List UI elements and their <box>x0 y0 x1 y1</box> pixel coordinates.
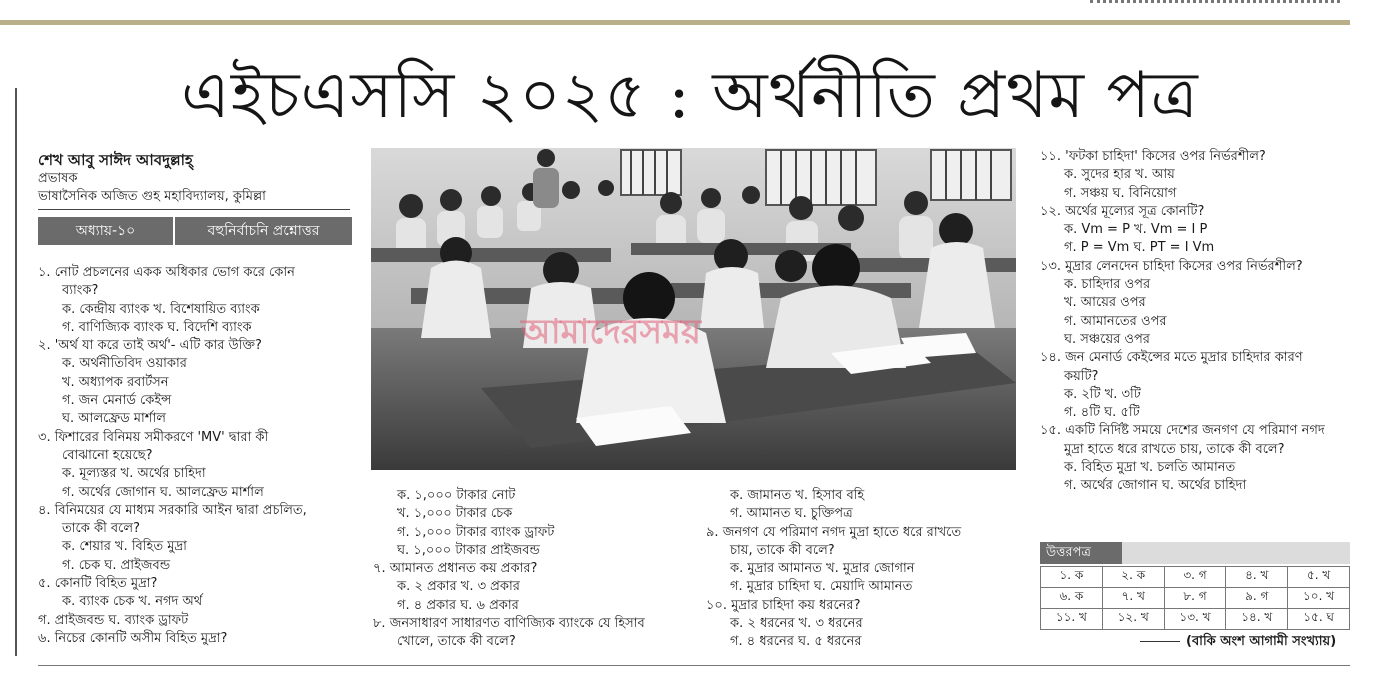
photo-watermark: আমাদেরসময় <box>521 312 701 352</box>
question-line: ৪. বিনিময়ের যে মাধ্যম সরকারি আইন দ্বারা প্রচলিত, <box>38 502 307 518</box>
option-line: গ. জন মেনার্ড কেইন্স <box>62 393 172 409</box>
question-line: ১৫. একটি নির্দিষ্ট সময়ে দেশের জনগণ যে পরিমাণ নগদ <box>1040 423 1325 439</box>
option-line: গ. অর্থের জোগান ঘ. আলফ্রেড মার্শাল <box>62 484 264 500</box>
option-line: গ. ৪ ধরনের ঘ. ৫ ধরনের <box>730 634 862 650</box>
question-line: ১০. মুদ্রার চাহিদা কয় ধরনের? <box>706 597 861 613</box>
option-line: ক. শেয়ার খ. বিহিত মুদ্রা <box>62 539 187 555</box>
question-line: ৮. জনসাধারণ সাধারণত বাণিজ্যিক ব্যাংকে যে হিসাব <box>373 616 645 632</box>
option-line: ঘ. ১,০০০ টাকার প্রাইজবন্ড <box>397 542 540 558</box>
question-line: ৭. আমানত প্রধানত কয় প্রকার? <box>373 561 538 577</box>
chapter-number: অধ্যায়-১০ <box>38 217 175 245</box>
question-line: কয়টি? <box>1064 368 1099 384</box>
option-line: গ. বাণিজ্যিক ব্যাংক ঘ. বিদেশি ব্যাংক <box>62 319 252 335</box>
option-line: গ. চেক ঘ. প্রাইজবন্ড <box>62 557 171 573</box>
answer-cell: ১১. খ <box>1041 609 1103 630</box>
answer-cell: ৩. গ <box>1164 567 1226 588</box>
question-line: ৩. ফিশারের বিনিময় সমীকরণে 'MV' দ্বারা কী <box>38 429 269 445</box>
headline: এইচএসসি ২০২৫ : অর্থনীতি প্রথম পত্র <box>181 59 1199 133</box>
option-line: ক. মূল্যস্তর খ. অর্থের চাহিদা <box>62 466 206 482</box>
answer-cell: ২. ক <box>1102 567 1164 588</box>
header-dotted-line <box>1090 0 1340 7</box>
author-name: শেখ আবু সাঈদ আবদুল্লাহ্ <box>38 151 193 169</box>
question-column-1 <box>38 264 353 648</box>
question-line: ৬. নিচের কোনটি অসীম বিহিত মুদ্রা? <box>38 630 228 646</box>
option-line: ক. অর্থনীতিবিদ ওয়াকার <box>62 356 187 372</box>
answer-key-table <box>1040 566 1350 630</box>
answer-cell: ৮. গ <box>1164 588 1226 609</box>
question-line: ৫. কোনটি বিহিত মুদ্রা? <box>38 576 158 592</box>
answer-cell: ১০. খ <box>1288 588 1350 609</box>
answer-cell: ৬. ক <box>1041 588 1103 609</box>
answer-key-band <box>1122 542 1350 564</box>
question-line: ১১. 'ফটকা চাহিদা' কিসের ওপর নির্ভরশীল? <box>1040 149 1266 164</box>
option-line: ক. ব্যাংক চেক খ. নগদ অর্থ <box>62 594 203 610</box>
answer-cell: ৪. খ <box>1226 567 1288 588</box>
option-line: ঘ. সঞ্চয়ের ওপর <box>1064 331 1150 347</box>
question-line: ১৩. মুদ্রার লেনদেন চাহিদা কিসের ওপর নির্ভরশীল? <box>1040 258 1303 274</box>
option-line: ক. বিহিত মুদ্রা খ. চলতি আমানত <box>1064 460 1236 476</box>
option-line: গ. সঞ্চয় ঘ. বিনিয়োগ <box>1064 185 1177 201</box>
answer-cell: ১. ক <box>1041 567 1103 588</box>
table-row <box>1041 567 1350 588</box>
option-line: গ. মুদ্রার চাহিদা ঘ. মেয়াদি আমানত <box>730 579 913 595</box>
option-line: ক. কেন্দ্রীয় ব্যাংক খ. বিশেষায়িত ব্যাংক <box>62 301 260 317</box>
question-column-3 <box>706 487 1021 652</box>
question-line: ব্যাংক? <box>62 283 99 299</box>
option-line: ঘ. আলফ্রেড মার্শাল <box>62 411 166 427</box>
chapter-title: বহুনির্বাচনি প্রশ্নোত্তর <box>207 223 320 239</box>
continued-text: (বাকি অংশ আগামী সংখ্যায়) <box>1186 634 1337 649</box>
option-line: ক. ২ ধরনের খ. ৩ ধরনের <box>730 616 863 632</box>
header-rule <box>0 20 1350 25</box>
option-line: ক. ২টি খ. ৩টি <box>1064 386 1141 402</box>
continued-note <box>1140 632 1336 653</box>
answer-cell: ১২. খ <box>1102 609 1164 630</box>
option-line: গ. ১,০০০ টাকার ব্যাংক ড্রাফট <box>397 524 555 540</box>
option-line: গ. আমানতের ওপর <box>1064 313 1167 329</box>
question-line: ২. 'অর্থ যা করে তাই অর্থ'- এটি কার উক্তি? <box>38 338 262 354</box>
answer-cell: ১৪. খ <box>1226 609 1288 630</box>
author-institution: ভাষাসৈনিক অজিত গুহ মহাবিদ্যালয়, কুমিল্লা <box>38 189 266 204</box>
option-line: ক. ২ প্রকার খ. ৩ প্রকার <box>397 579 520 595</box>
question-line: তাকে কী বলে? <box>62 521 140 537</box>
answer-cell: ৯. গ <box>1226 588 1288 609</box>
answer-cell: ১৫. ঘ <box>1288 609 1350 630</box>
left-margin-line <box>15 88 17 656</box>
question-column-4 <box>1040 148 1352 496</box>
author-role: প্রভাষক <box>38 171 78 186</box>
question-line: ১. নোট প্রচলনের একক অধিকার ভোগ করে কোন <box>38 265 295 280</box>
option-line: গ. প্রাইজবন্ড ঘ. ব্যাংক ড্রাফট <box>38 612 189 628</box>
question-line: খোলে, তাকে কী বলে? <box>397 634 516 650</box>
question-line: ১৪. জন মেনার্ড কেইন্সের মতে মুদ্রার চাহিদার কারণ <box>1040 350 1303 366</box>
option-line: ক. মুদ্রার আমানত খ. মুদ্রার জোগান <box>730 561 915 577</box>
option-line: গ. অর্থের জোগান ঘ. অর্থের চাহিদা <box>1064 478 1247 494</box>
option-line: গ. আমানত ঘ. চুক্তিপত্র <box>730 506 853 522</box>
option-line: খ. আয়ের ওপর <box>1064 295 1146 311</box>
option-line: খ. অধ্যাপক রবার্টসন <box>62 374 169 390</box>
question-line: ১২. অর্থের মূল্যের সূত্র কোনটি? <box>1040 203 1205 219</box>
question-line: ৯. জনগণ যে পরিমাণ নগদ মুদ্রা হাতে ধরে রাখতে <box>706 524 962 540</box>
option-line: ক. সুদের হার খ. আয় <box>1064 167 1175 183</box>
chapter-banner <box>38 217 352 245</box>
option-line: খ. ১,০০০ টাকার চেক <box>397 506 513 522</box>
option-line: ক. চাহিদার ওপর <box>1064 277 1151 293</box>
exam-hall-photo <box>371 148 1016 470</box>
answer-cell: ১৩. খ <box>1164 609 1226 630</box>
question-line: বোঝানো হয়েছে? <box>62 447 153 463</box>
question-line: চায়, তাকে কী বলে? <box>730 542 835 558</box>
option-line: গ. ৪টি ঘ. ৫টি <box>1064 405 1140 421</box>
table-row <box>1041 588 1350 609</box>
author-divider <box>38 209 350 210</box>
answer-cell: ৫. খ <box>1288 567 1350 588</box>
option-line: ক. জামানত খ. হিসাব বহি <box>730 488 865 503</box>
question-column-2 <box>373 487 683 652</box>
table-row <box>1041 609 1350 630</box>
option-line: গ. P = Vm ঘ. PT = I Vm <box>1064 240 1215 256</box>
question-line: মুদ্রা হাতে ধরে রাখতে চায়, তাকে কী বলে? <box>1064 441 1285 457</box>
bottom-rule <box>38 665 1350 666</box>
author-block <box>38 150 350 206</box>
answer-key-label: উত্তরপত্র <box>1040 542 1122 564</box>
option-line: গ. ৪ প্রকার ঘ. ৬ প্রকার <box>397 597 519 613</box>
answer-cell: ৭. খ <box>1102 588 1164 609</box>
option-line: ক. Vm = P খ. Vm = I P <box>1064 222 1208 238</box>
continued-dash <box>1140 641 1180 642</box>
option-line: ক. ১,০০০ টাকার নোট <box>397 488 516 503</box>
